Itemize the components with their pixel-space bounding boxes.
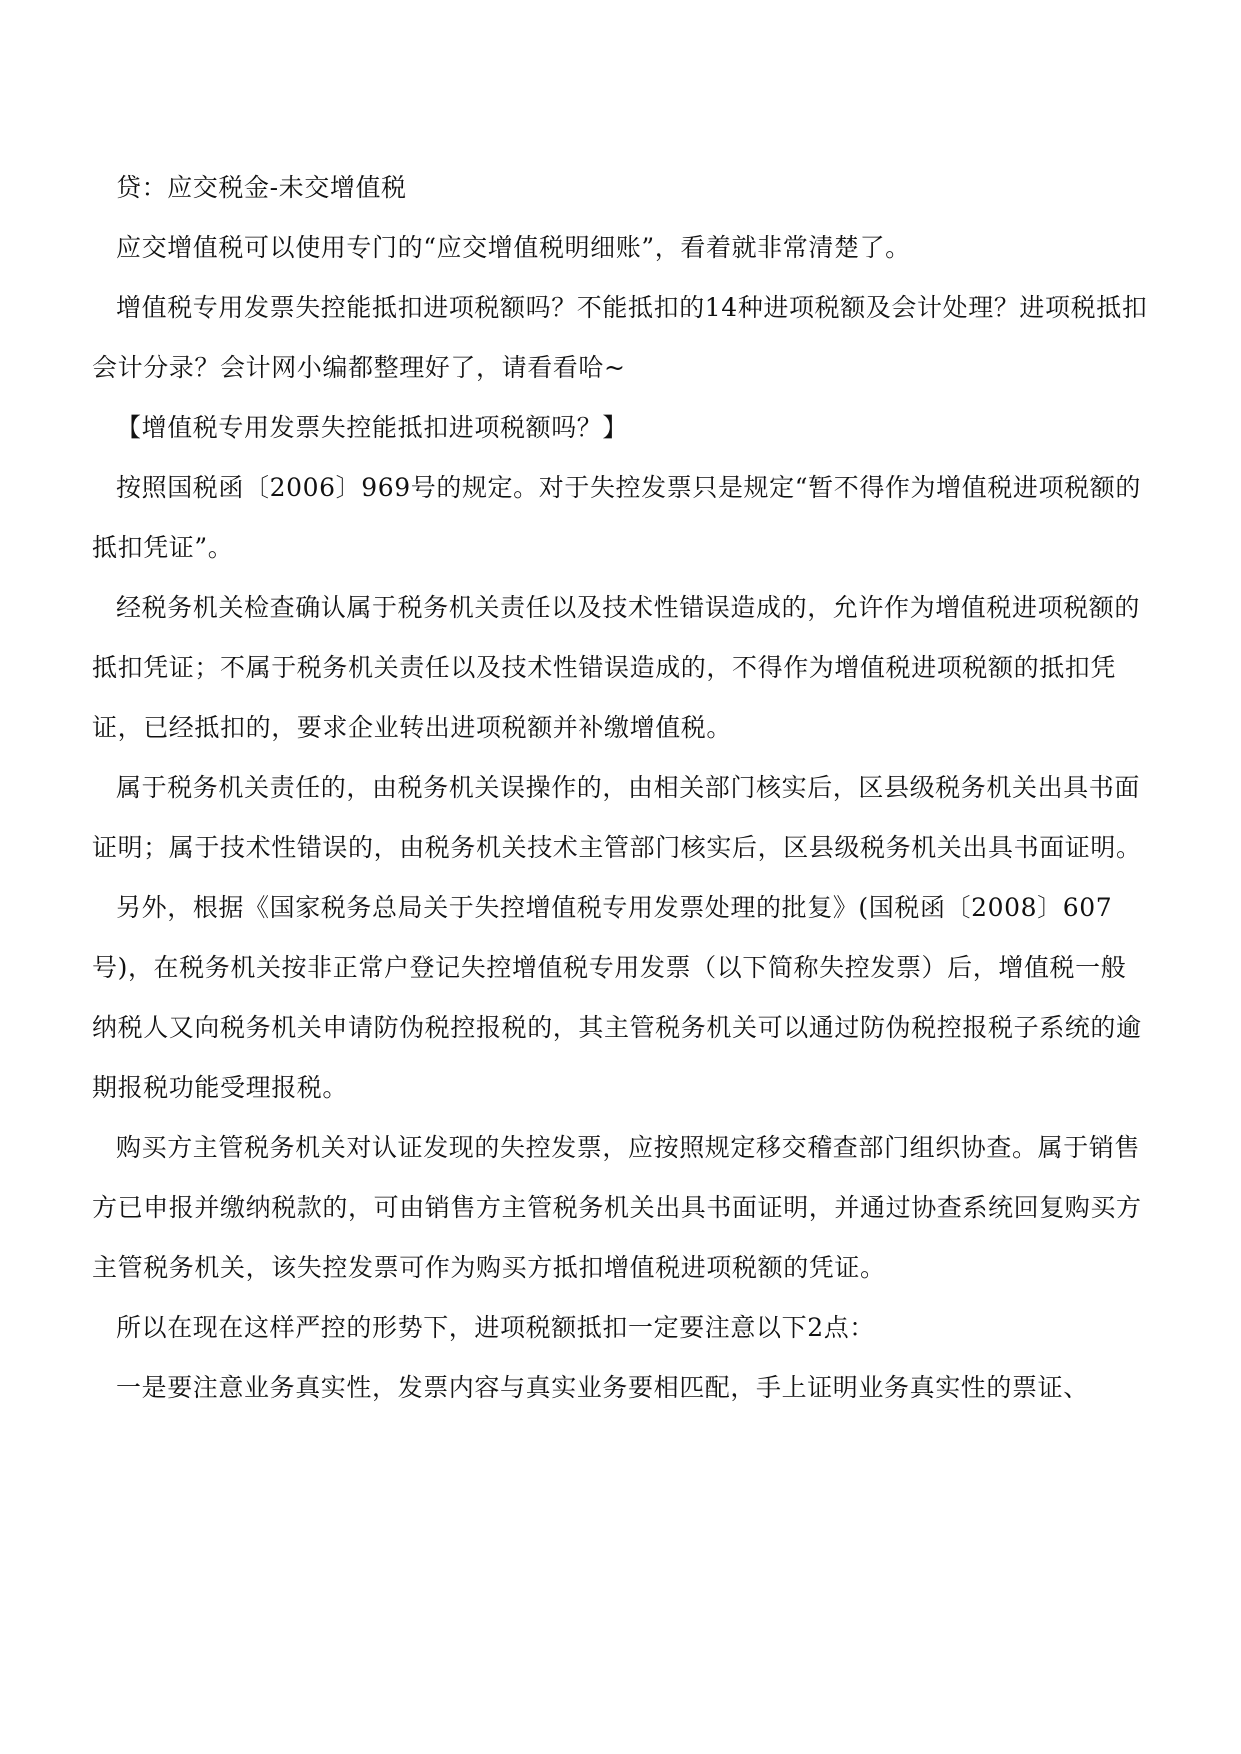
paragraph-confirmation: 经税务机关检查确认属于税务机关责任以及技术性错误造成的，允许作为增值税进项税额的抵扣凭证；不属于税务机关责任以及技术性错误造成的，不得作为增值税进项税额的抵扣凭证，已经抵扣的，要求企业转出进项税额并补缴增值税。 [92, 593, 1141, 742]
section-heading: 【增值税专用发票失控能抵扣进项税额吗？】 [116, 413, 629, 442]
paragraph-responsibility: 属于税务机关责任的，由税务机关误操作的，由相关部门核实后，区县级税务机关出具书面证明；属于技术性错误的，由税务机关技术主管部门核实后，区县级税务机关出具书面证明。 [92, 773, 1142, 862]
paragraph-two-points: 所以在现在这样严控的形势下，进项税额抵扣一定要注意以下2点： [116, 1313, 875, 1342]
paragraph-buyer-review: 购买方主管税务机关对认证发现的失控发票，应按照规定移交稽查部门组织协查。属于销售方已申报并缴纳税款的，可由销售方主管税务机关出具书面证明，并通过协查系统回复购买方主管税务机关，该失控发票可作为购买方抵扣增值税进项税额的凭证。 [92, 1133, 1142, 1282]
document-body [92, 158, 1148, 1418]
paragraph-vat-ledger: 应交增值税可以使用专门的“应交增值税明细账”，看着就非常清楚了。 [116, 233, 911, 262]
paragraph-notice-reference: 另外，根据《国家税务总局关于失控增值税专用发票处理的批复》(国税函〔2008〕607号)，在税务机关按非正常户登记失控增值税专用发票（以下简称失控发票）后，增值税一般纳税人又向税务机关申请防伪税控报税的，其主管税务机关可以通过防伪税控报税子系统的逾期报税功能受理报税。 [92, 893, 1142, 1102]
paragraph-credit-entry: 贷：应交税金-未交增值税 [116, 173, 407, 202]
paragraph-first-point: 一是要注意业务真实性，发票内容与真实业务要相匹配，手上证明业务真实性的票证、 [116, 1373, 1089, 1402]
paragraph-regulation: 按照国税函〔2006〕969号的规定。对于失控发票只是规定“暂不得作为增值税进项税额的抵扣凭证”。 [92, 473, 1141, 562]
paragraph-intro-question: 增值税专用发票失控能抵扣进项税额吗？不能抵扣的14种进项税额及会计处理？进项税抵扣会计分录？会计网小编都整理好了，请看看哈~ [92, 293, 1148, 382]
